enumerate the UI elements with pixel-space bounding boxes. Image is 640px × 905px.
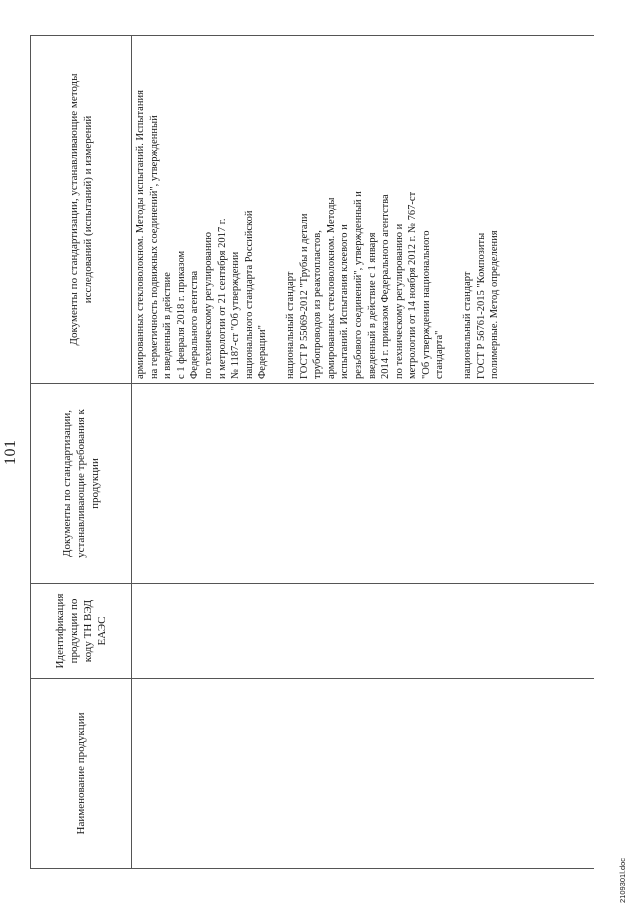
method-entry: национальный стандарт ГОСТ Р 56761-2015 "Композиты полимерные. Метод определения — [462, 230, 501, 379]
standards-table — [30, 35, 594, 869]
table-row — [132, 36, 595, 869]
method-entry: национальный стандарт ГОСТ Р 55069-2012 "Трубы и детали трубопроводов из реактопластов, армированных стекловолокном. Методы испытаний. Испытания клеевого и резьбового соединений", утвержденный и введенный в действие с 1 января 2014 г. приказом Федерального агентства по техническому регулированию и метрологии от 14 ноября 2012 г. № 767-ст "Об утверждении национального стандарта" — [284, 191, 446, 379]
cell-method-standards — [132, 36, 595, 384]
cell-tn-ved-code — [132, 584, 595, 679]
header-tn-ved-code: Идентификация продукции по коду ТН ВЭД ЕАЭС — [31, 584, 132, 679]
file-reference: 2109301l.doc — [618, 857, 627, 903]
header-method-standards: Документы по стандартизации, устанавливающие методы исследований (испытаний) и измерений — [31, 36, 132, 384]
header-requirement-standards: Документы по стандартизации, устанавливающие требования к продукции — [31, 384, 132, 584]
page-number: 101 — [2, 439, 19, 465]
table-header-row — [31, 36, 132, 869]
cell-requirement-standards — [132, 384, 595, 584]
header-product-name: Наименование продукции — [31, 679, 132, 869]
cell-product-name — [132, 679, 595, 869]
method-entry: армированных стекловолокном. Методы испытаний. Испытания на герметичность подвижных соединений", утвержденный и введенный в действие с 1 февраля 2018 г. приказом Федерального агентства по техническому регулированию и метрологии от 21 сентября 2017 г. № 1187-ст "Об утверждении национального стандарта Российской Федерации" — [135, 90, 269, 379]
